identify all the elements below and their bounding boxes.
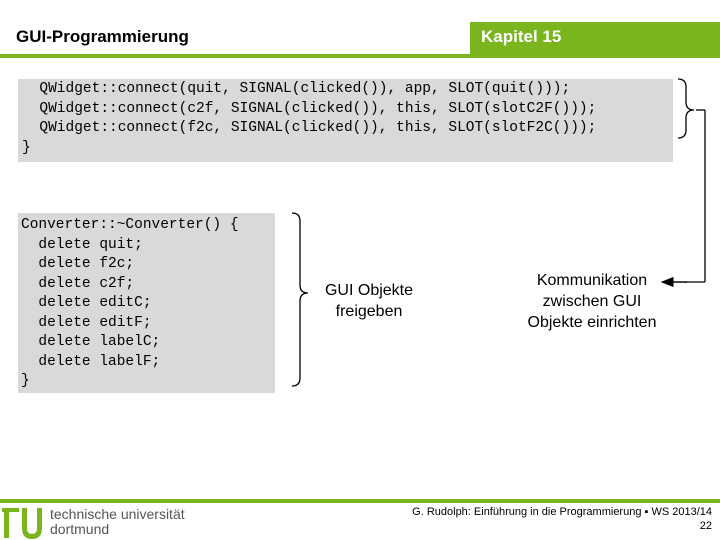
university-line-1: technische universität	[50, 506, 185, 522]
slide-title: GUI-Programmierung	[16, 27, 189, 46]
code-line: delete editF;	[21, 314, 152, 331]
university-name	[50, 507, 185, 537]
annotation-communication	[508, 270, 676, 333]
page-number: 22	[699, 520, 712, 532]
footer-info	[412, 505, 712, 533]
code-lines-destructor	[21, 216, 239, 392]
code-line: delete f2c;	[21, 256, 135, 272]
author-course: G. Rudolph: Einführung in die Programmierung ▪ WS 2013/14	[412, 506, 712, 518]
right-brace-connect	[678, 79, 694, 138]
code-line: Converter::~Converter() {	[21, 217, 239, 233]
code-line: delete quit;	[21, 236, 143, 253]
code-line: QWidget::connect(f2c, SIGNAL(clicked()), this, SLOT(slotF2C()));	[22, 120, 597, 136]
annotation-line: freigeben	[335, 303, 403, 320]
annotation-gui-objects	[310, 280, 428, 322]
code-line: delete labelC;	[21, 334, 161, 350]
code-lines-connect	[22, 80, 596, 158]
code-line: QWidget::connect(c2f, SIGNAL(clicked()), this, SLOT(slotC2F()));	[22, 100, 597, 117]
code-line: }	[22, 139, 31, 156]
code-block-destructor	[18, 213, 275, 393]
code-block-connect	[18, 79, 673, 162]
annotation-line: GUI Objekte	[324, 282, 414, 299]
annotation-line: Objekte einrichten	[527, 314, 657, 331]
header-accent-bar	[0, 54, 470, 58]
code-line: QWidget::connect(quit, SIGNAL(clicked()), app, SLOT(quit()));	[22, 81, 571, 97]
code-line: }	[21, 373, 30, 389]
annotation-line: Kommunikation	[536, 272, 648, 289]
right-brace-destructor	[292, 213, 308, 386]
footer-accent-bar	[0, 499, 720, 503]
code-line: delete c2f;	[21, 275, 135, 292]
code-line: delete editC;	[21, 295, 152, 311]
code-line: delete labelF;	[21, 353, 161, 370]
annotation-line: zwischen GUI	[542, 293, 642, 310]
chapter-label: Kapitel 15	[481, 27, 562, 46]
university-line-2: dortmund	[50, 521, 110, 537]
